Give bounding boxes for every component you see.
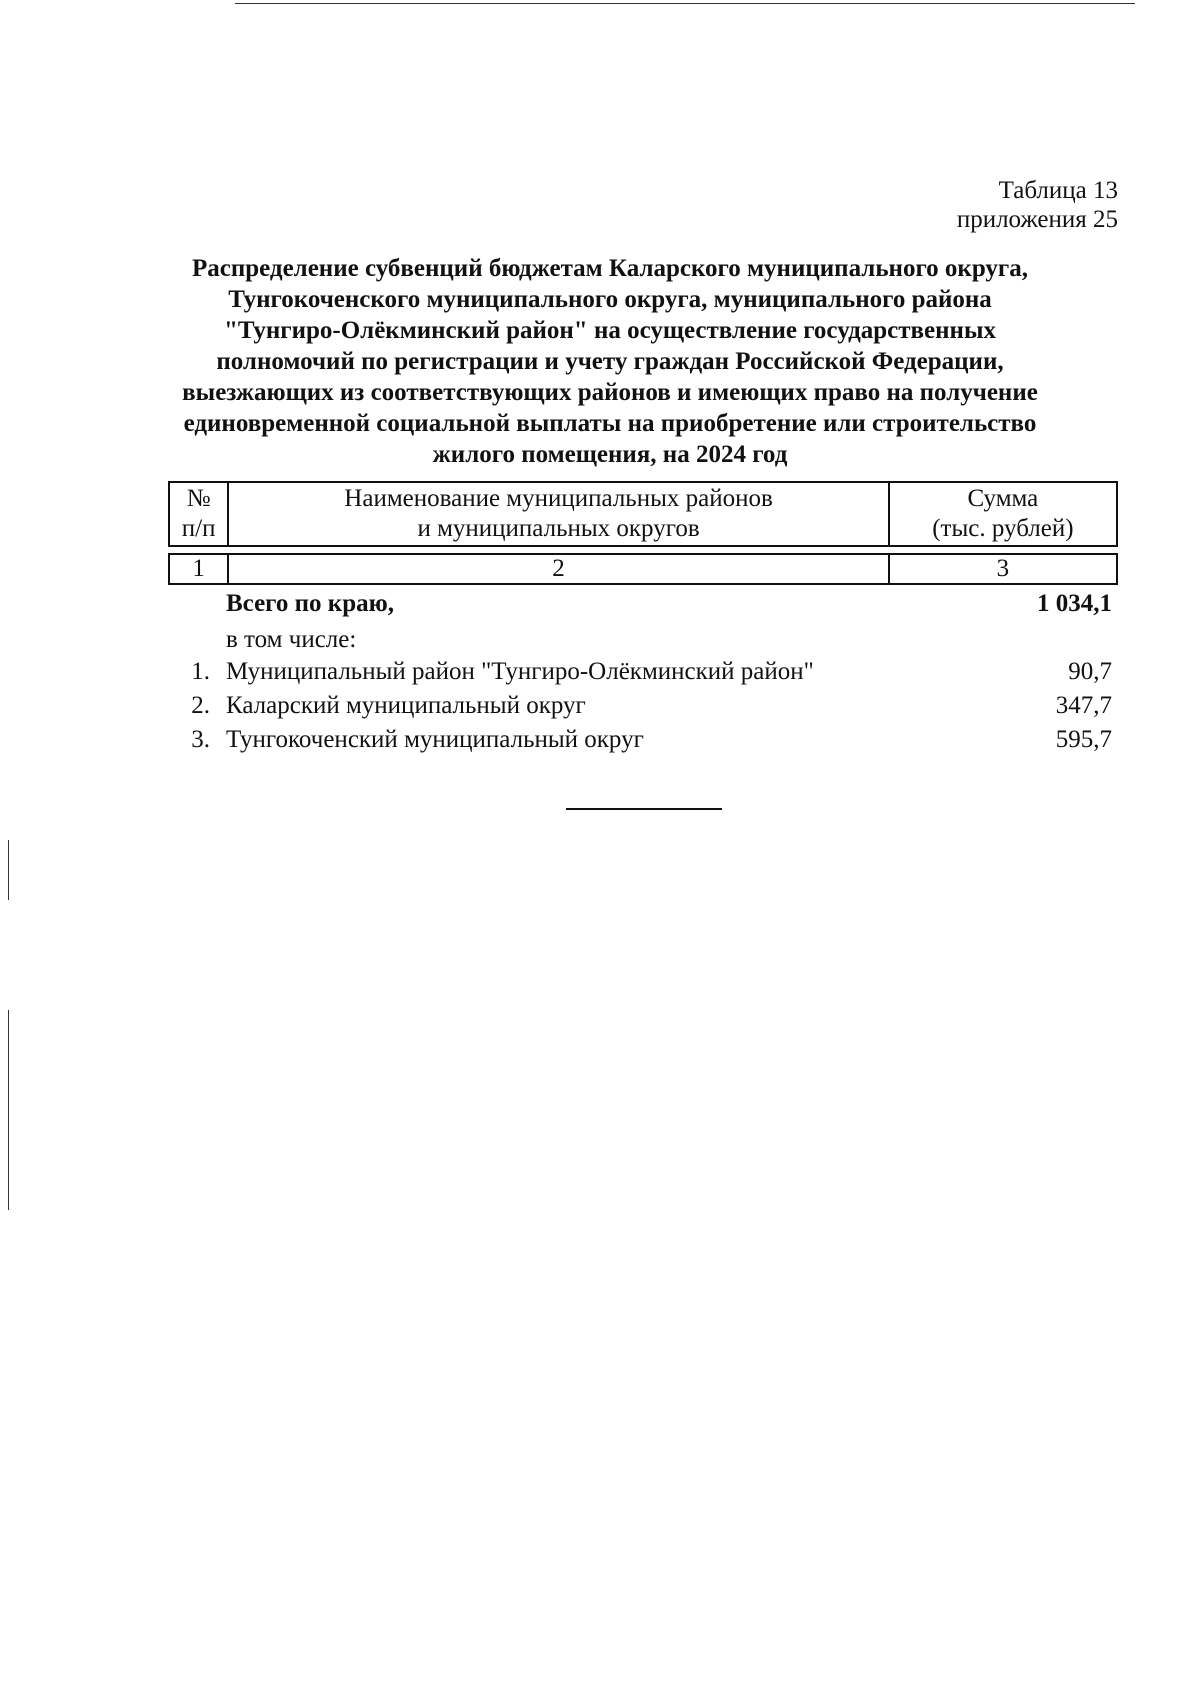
row-number: 2. <box>191 692 210 719</box>
row-name: Каларский муниципальный округ <box>226 692 586 719</box>
header-number <box>169 482 228 546</box>
row-value: 595,7 <box>1055 726 1112 753</box>
scan-artifact-top <box>235 3 1135 4</box>
table-row <box>168 723 1118 757</box>
column-number-2: 2 <box>228 554 888 584</box>
table-header <box>168 481 1118 585</box>
subtotal-label-row <box>168 623 1118 655</box>
row-value: 347,7 <box>1055 692 1112 719</box>
title-line: Тунгокоченского муниципального округа, муниципального района <box>228 286 992 313</box>
title-line: выезжающих из соответствующих районов и имеющих право на получение <box>182 379 1038 406</box>
subtotal-label: в том числе: <box>226 626 357 653</box>
table-row <box>168 689 1118 723</box>
row-number: 1. <box>191 658 210 685</box>
total-row <box>168 587 1118 623</box>
total-label: Всего по краю, <box>226 590 394 617</box>
header-sum-line1: Сумма <box>967 485 1039 512</box>
scan-artifact-left-2 <box>8 840 9 900</box>
header-name <box>228 482 888 546</box>
row-number: 3. <box>191 726 210 753</box>
scan-artifact-left-1 <box>8 1010 9 1210</box>
title-line: жилого помещения, на 2024 год <box>432 441 788 468</box>
row-name: Тунгокоченский муниципальный округ <box>226 726 644 753</box>
title-line: "Тунгиро-Олёкминский район" на осуществление государственных <box>224 317 996 344</box>
header-number-line2: п/п <box>181 515 216 542</box>
header-sum-line2: (тыс. рублей) <box>932 515 1074 542</box>
header-name-line1: Наименование муниципальных районов <box>344 485 773 512</box>
total-value: 1 034,1 <box>1037 590 1112 617</box>
document-title <box>150 253 1070 470</box>
header-name-line2: и муниципальных округов <box>417 515 700 542</box>
title-line: полномочий по регистрации и учету граждан Российской Федерации, <box>216 348 1004 375</box>
appendix-number: приложения 25 <box>956 206 1118 233</box>
end-divider <box>566 808 722 810</box>
table-body <box>168 587 1118 757</box>
row-name: Муниципальный район "Тунгиро-Олёкминский район" <box>226 658 814 685</box>
table-reference <box>957 176 1118 234</box>
column-number-3: 3 <box>889 554 1117 584</box>
header-sum <box>889 482 1117 546</box>
row-value: 90,7 <box>1068 658 1112 685</box>
header-number-line1: № <box>186 485 211 512</box>
column-number-1: 1 <box>169 554 228 584</box>
table-row <box>168 655 1118 689</box>
table-number: Таблица 13 <box>998 177 1118 204</box>
title-line: Распределение субвенций бюджетам Каларского муниципального округа, <box>191 255 1029 282</box>
title-line: единовременной социальной выплаты на приобретение или строительство <box>183 410 1037 437</box>
